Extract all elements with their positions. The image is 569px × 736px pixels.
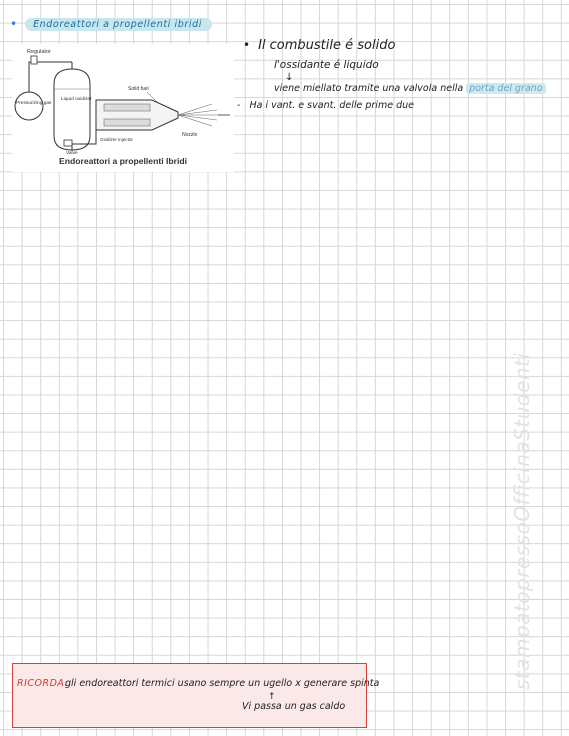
reminder-box [12,663,380,728]
valve-icon [64,140,72,146]
highlighted-term: porta del grano [466,83,545,94]
pressurizing-gas-label: Pressurizing gas [16,101,52,106]
solid-fuel-upper [104,104,150,111]
note-text: Il combustile é solido [258,38,396,53]
watermark: stampatopressoOfficinaStudenti [510,352,534,690]
reminder-label: RICORDA: [17,678,69,689]
arrow-down-icon: ↓ [285,72,294,83]
bullet-point: • [243,38,251,52]
regulator-icon [31,56,37,64]
reminder-subtext: Vi passa un gas caldo [242,701,346,712]
oxidizer-injector-label: Oxidizer injector [100,137,133,142]
note-valve-injection [274,83,546,94]
liquid-oxidizer-label: Liquid oxidizer [61,97,92,102]
section-heading [10,14,212,34]
diagram-caption: Endoreattori a propellenti Ibridi [59,156,187,166]
gas-sphere [15,92,43,120]
oxidizer-tank [54,69,90,150]
solid-fuel-label: Solid fuel [128,86,149,92]
arrow-up-icon: ↑ [268,692,276,702]
solid-fuel-lower [104,119,150,126]
reminder-text: gli endoreattori termici usano sempre un ugello x generare spinta [65,678,380,689]
valve-label: Valve [66,151,78,156]
section-title: Endoreattori a propellenti ibridi [25,18,212,31]
exhaust-plume [178,104,220,126]
note-oxidizer-liquid: l'ossidante é liquido [274,59,379,71]
engine-schematic-svg [12,44,234,156]
note-pros-cons [237,100,414,111]
note-fuel-solid [243,38,395,53]
dash-bullet: - [237,100,241,111]
bullet-point: • [10,17,18,31]
note-text: viene miellato tramite una valvola nella [274,83,464,94]
regulator-label: Regulator [27,49,51,55]
nozzle-label: Nozzle [182,132,198,138]
hybrid-engine-diagram [12,44,234,172]
note-text: Ha i vant. e svant. delle prime due [249,100,414,111]
